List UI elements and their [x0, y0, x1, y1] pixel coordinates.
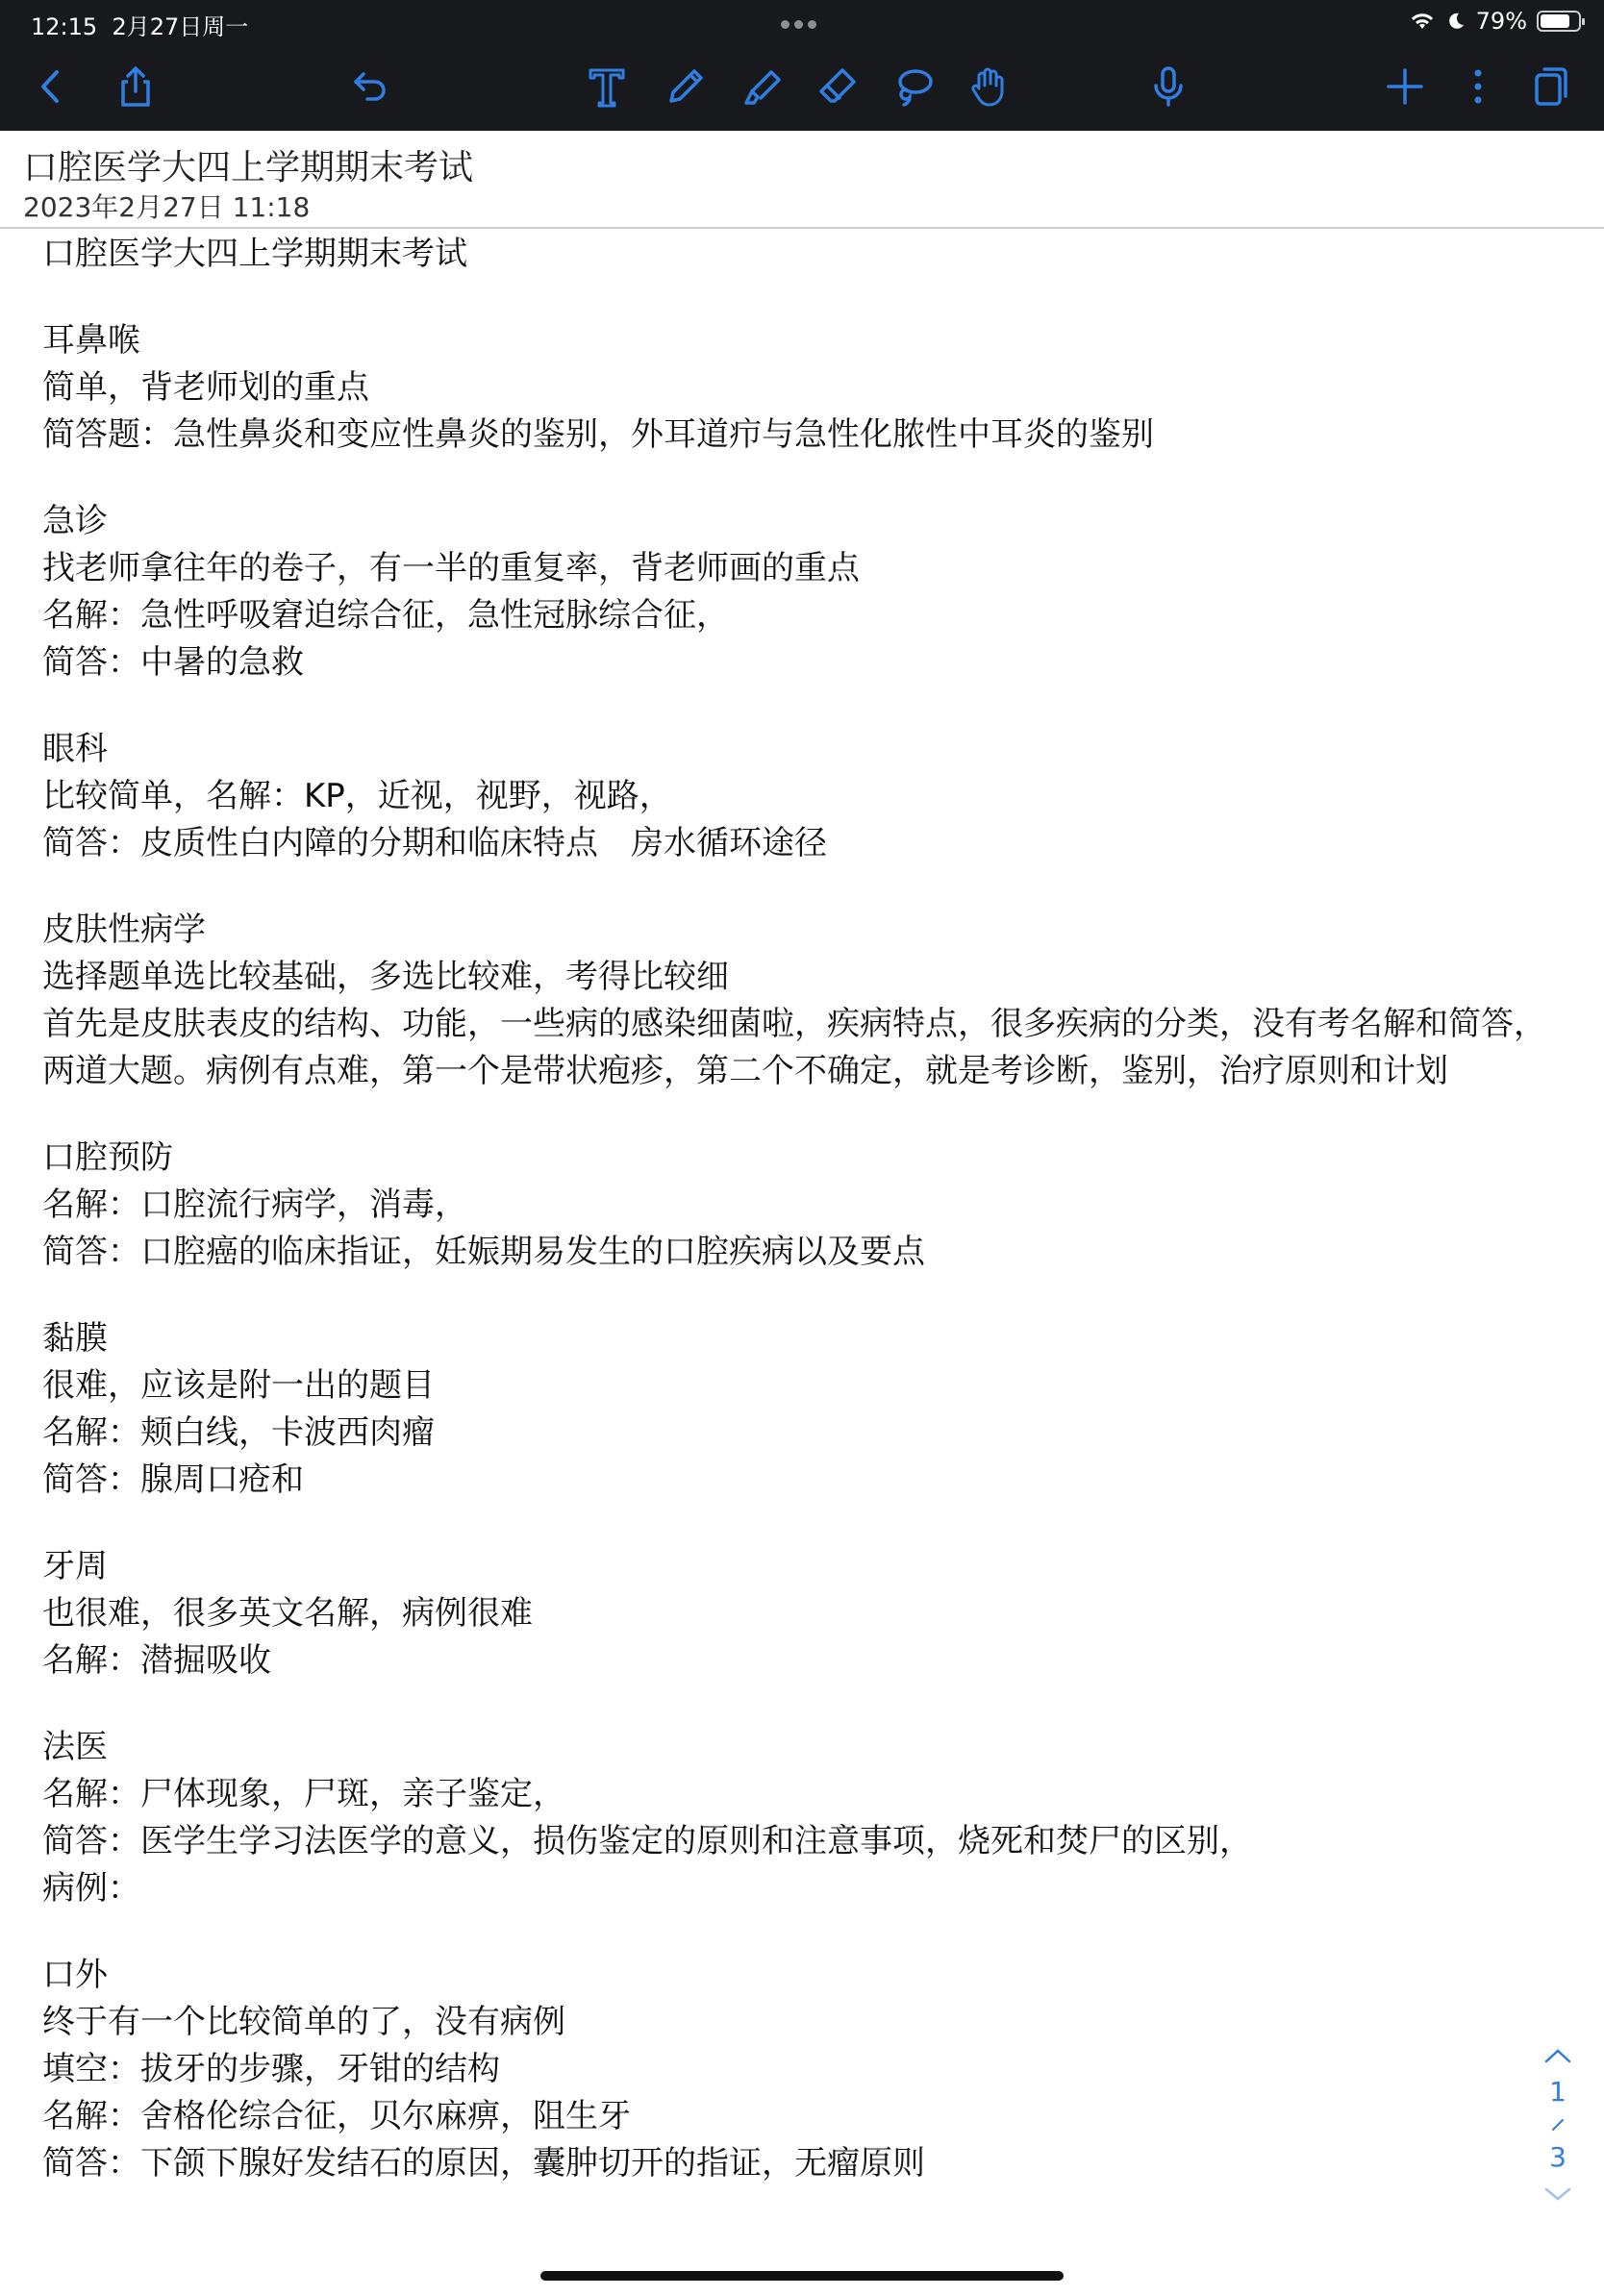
section-line: 找老师拿往年的卷子，有一半的重复率，背老师画的重点	[42, 549, 860, 587]
section-title: 急诊	[42, 502, 108, 540]
section-title: 耳鼻喉	[42, 321, 140, 360]
note-section	[42, 907, 1562, 1095]
pen-tool-button[interactable]	[658, 58, 714, 115]
lasso-tool-button[interactable]	[887, 58, 942, 115]
hand-tool-icon	[965, 62, 1014, 111]
status-time	[31, 8, 248, 41]
share-button[interactable]	[108, 58, 163, 115]
toolbar	[0, 44, 1604, 131]
add-icon	[1381, 62, 1429, 111]
section-line: 选择题单选比较基础，多选比较难，考得比较细	[42, 958, 729, 996]
undo-icon	[346, 62, 394, 111]
page-up-button[interactable]	[1533, 2036, 1583, 2075]
home-indicator[interactable]	[540, 2271, 1064, 2281]
note-section	[42, 498, 1562, 686]
section-line: 病例：	[42, 1869, 140, 1908]
battery-icon	[1537, 11, 1581, 32]
more-button[interactable]	[1450, 58, 1506, 115]
note-title[interactable]: 口腔医学大四上学期期末考试	[23, 148, 474, 187]
lasso-icon	[890, 62, 939, 111]
chevron-up-icon	[1543, 2047, 1572, 2064]
section-line: 名解：口腔流行病学，消毒，	[42, 1185, 467, 1224]
section-title: 口外	[42, 1956, 108, 1994]
section-line: 名解：潜掘吸收	[42, 1641, 271, 1680]
battery-percent: 79%	[1475, 8, 1527, 35]
highlighter-tool-button[interactable]	[735, 58, 790, 115]
section-line: 很难，应该是附一出的题目	[42, 1366, 435, 1405]
section-line: 名解：尸体现象，尸斑，亲子鉴定，	[42, 1775, 565, 1813]
note-section	[42, 1952, 1562, 2187]
back-button[interactable]	[23, 58, 79, 115]
pages-button[interactable]	[1523, 58, 1579, 115]
text-tool-button[interactable]	[579, 58, 635, 115]
hand-tool-button[interactable]	[962, 58, 1017, 115]
chevron-down-icon	[1543, 2185, 1572, 2203]
section-title: 牙周	[42, 1547, 108, 1585]
current-page: 1	[1549, 2076, 1566, 2108]
section-line: 终于有一个比较简单的了，没有病例	[42, 2003, 565, 2041]
section-line: 两道大题。病例有点难，第一个是带状疱疹，第二个不确定，就是考诊断，鉴别，治疗原则和计划	[42, 1052, 1448, 1090]
top-bar	[0, 0, 1604, 131]
text-tool-icon	[583, 62, 631, 111]
microphone-icon	[1144, 62, 1192, 111]
back-icon	[27, 62, 75, 111]
body-heading: 口腔医学大四上学期期末考试	[42, 235, 467, 273]
undo-button[interactable]	[342, 58, 398, 115]
section-line: 简答：中暑的急救	[42, 643, 304, 682]
note-section	[42, 726, 1562, 867]
page-indicator[interactable]	[1533, 2036, 1583, 2213]
note-section	[42, 1315, 1562, 1504]
moon-icon	[1445, 11, 1466, 32]
status-indicators	[1409, 8, 1581, 35]
highlighter-icon	[739, 62, 787, 111]
clock-time: 12:15	[31, 13, 98, 40]
section-title: 皮肤性病学	[42, 911, 206, 949]
section-line: 比较简单，名解：KP，近视，视野，视路，	[42, 777, 672, 815]
section-line: 也很难，很多英文名解，病例很难	[42, 1594, 533, 1633]
section-line: 名解：颊白线，卡波西肉瘤	[42, 1413, 435, 1452]
section-title: 口腔预防	[42, 1138, 173, 1177]
section-line: 简答：皮质性白内障的分期和临床特点 房水循环途径	[42, 824, 827, 862]
note-body[interactable]	[42, 227, 1562, 2187]
pen-icon	[662, 62, 710, 111]
pages-icon	[1527, 62, 1575, 111]
note-section	[42, 1543, 1562, 1685]
note-header	[0, 131, 1604, 229]
section-line: 简单，背老师划的重点	[42, 368, 369, 407]
battery-fill	[1541, 14, 1569, 28]
section-line: 简答题：急性鼻炎和变应性鼻炎的鉴别，外耳道疖与急性化脓性中耳炎的鉴别	[42, 415, 1154, 454]
section-line: 填空：拔牙的步骤，牙钳的结构	[42, 2050, 500, 2088]
more-icon	[1454, 62, 1502, 111]
section-line: 简答：腺周口疮和	[42, 1460, 304, 1499]
page-separator	[1533, 2109, 1583, 2140]
slash-icon	[1548, 2115, 1567, 2134]
section-title: 法医	[42, 1728, 108, 1766]
status-bar	[0, 0, 1604, 44]
note-section	[42, 1135, 1562, 1276]
section-line: 名解：急性呼吸窘迫综合征，急性冠脉综合征，	[42, 596, 729, 635]
clock-date: 2月27日周一	[112, 13, 249, 40]
note-date: 2023年2月27日 11:18	[23, 191, 311, 223]
section-line: 名解：舍格伦综合征，贝尔麻痹，阻生牙	[42, 2097, 631, 2135]
multitasking-dots-icon[interactable]	[781, 8, 823, 21]
section-line: 简答：医学生学习法医学的意义，损伤鉴定的原则和注意事项，烧死和焚尸的区别，	[42, 1822, 1252, 1860]
section-line: 简答：下颌下腺好发结石的原因，囊肿切开的指证，无瘤原则	[42, 2144, 925, 2183]
microphone-button[interactable]	[1140, 58, 1196, 115]
section-title: 眼科	[42, 730, 108, 768]
section-title: 黏膜	[42, 1319, 108, 1358]
add-button[interactable]	[1377, 58, 1433, 115]
wifi-icon	[1409, 11, 1436, 32]
eraser-icon	[814, 62, 862, 111]
section-line: 简答：口腔癌的临床指证，妊娠期易发生的口腔疾病以及要点	[42, 1233, 925, 1271]
total-pages: 3	[1549, 2141, 1566, 2173]
share-icon	[112, 62, 160, 111]
note-section	[42, 1724, 1562, 1912]
section-line: 首先是皮肤表皮的结构、功能，一些病的感染细菌啦，疾病特点，很多疾病的分类，没有考名解和简答，	[42, 1005, 1546, 1043]
note-section	[42, 317, 1562, 459]
page-down-button[interactable]	[1533, 2175, 1583, 2213]
eraser-tool-button[interactable]	[810, 58, 865, 115]
